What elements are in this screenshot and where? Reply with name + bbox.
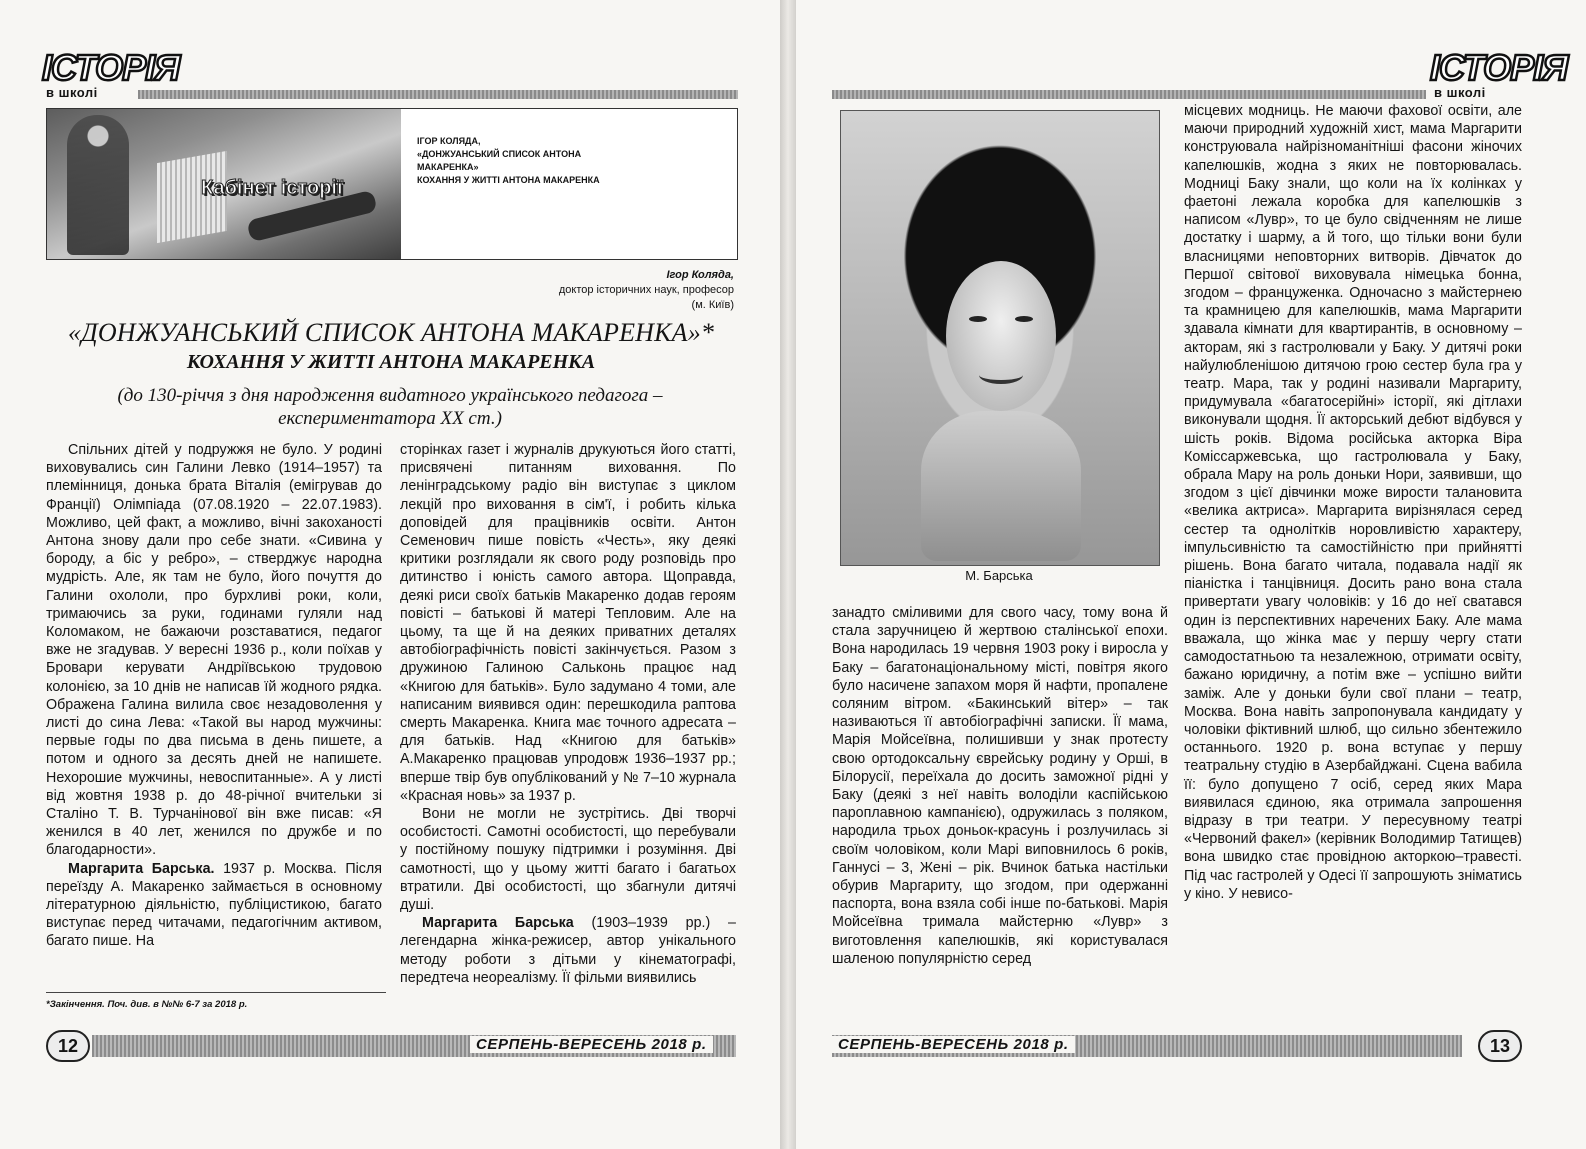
author-position: доктор історичних наук, професор: [558, 284, 734, 296]
page-number: 13: [1478, 1030, 1522, 1062]
top-rule: [138, 90, 738, 99]
page-number: 12: [46, 1030, 90, 1062]
paragraph: Спільних дітей у подружжя не було. У родині виховувались син Галини Левко (1914–1957) та племінниця, донька брата Віталія (емігрував до Франції) Олімпіада (07.08.1920 – 22.07.1983). Можливо, цей факт, а можливо, вічні закоханості Антона знову дали про себе знати. «Сивина у бороду, а біс у ребро», – стверджує народна мудрість. Але, як там не було, його почуття до Галини охололи, про бурхливі роки, коли, тримаючись за руки, годинами гуляли над Коломаком, не бажаючи розставатися, педагог вже не згадував. У вересні 1936 р., коли поїхав у Бровари керувати Андріївською трудовою колонією, за 10 днів не написав їй жодного рядка. Ображена Галина вилила своє незадоволення у листі до сина Лева: «Такой вы народ мужчины: первые годы по два письма в день пишете, а потом и одного за десять дней не напишете. Нехорошие мужчины, невоспитанные». А у листі від жовтня 1938 р. до 48-річної вчительки зі Сталіно Т. В. Турчанінової він вже писав: «Я женился в 40 лет, женился по дружбе и по благодарности».: [46, 442, 382, 859]
spine-gutter: [780, 0, 796, 1149]
portrait-eye: [1015, 316, 1033, 322]
page-left: [0, 0, 780, 1149]
article-title: «ДОНЖУАНСЬКИЙ СПИСОК АНТОНА МАКАРЕНКА»*: [67, 318, 715, 347]
text-column-4: [1184, 102, 1522, 903]
paragraph-lead: Маргарита Барська.: [68, 860, 215, 877]
footer-date: СЕРПЕНЬ-ВЕРЕСЕНЬ 2018 р.: [832, 1036, 1075, 1053]
paragraph: місцевих модниць. Не маючи фахової освіти, але маючи природний художній хист, мама Маргарити конструювала найрізноманітніші фасони жіночих капелюшків, жодна з яких не повторювалась. Модниці Баку знали, що коли на їх колінках у фаетоні лежала коробка для капелюшків з написом «Лувр», то це було свідченням не лише достатку і шарму, а й того, що тільки вони були власницями неповторних витворів. Дівчаток до Першої світової виховувала німецька бонна, згодом – француженка. Одночасно з майстернею та крамницею для капелюшків, мама Маргарити здавала кімнати для квартирантів, в основному – акторам, які з гастролювали у Баку. У дитячі роки найулюбленішою дитячою грою сестер була гра у театр. Мара, так у родині називали Маргариту, придумувала «багатосерійні» історії, які дітлахи виконували щодня. Її акторський дебют відбувся у шість років. Відома російська акторка Віра Коміссаржевська, що гастролювала у Баку, обрала Мару на роль доньки Нори, заявивши, що згодом з цієї дівчинки може вирости талановита «велика актриса». Маргарита вирізнялася серед сестер та однолітків норовливістю характеру, імпульсивністю та самостійністю при прийнятті рішень. Вона багато читала, подавала надії як піаністка і танцівниця. Досить рано вона стала привертати увагу чоловіків: у 16 до неї сватався один із перспективних наречених Баку. Але мама вважала, що жінка має у першу чергу стати самодостатньою та незалежною, отримати освіту, бажано юридичну, а потім вже – успішно вийти заміж. Але у доньки були свої плани – театр, Москва. Вона навіть запропонувала кандидату у чоловіки фіктивний шлюб, що сильно збентежило останнього. 1920 р. вона вступає у першу театральну студію в Азербайджані. Сцена вабила її: було допущено 7 осіб, серед яких Мара виявилася єдиною, яка отримала запрошення відразу в три театри. У пересувному театрі «Червоний факел» (керівник Володимир Татищев) вона швидко стає провідною акторкою–травесті. Під час гастролей у Одесі її запрошують зніматись у кіно. У невисо-: [1184, 103, 1522, 902]
paragraph-text: 1937 р. Москва. Після переїзду А. Макаренко займається в основному літературною діяльністю, публіцистикою, багато виступає перед читачами, педагогічним активом, багато пише. На: [46, 860, 382, 950]
header-box: [46, 108, 738, 260]
text-column-3: [832, 604, 1168, 968]
top-rule: [832, 90, 1426, 99]
portrait-smile: [979, 366, 1023, 384]
photo-caption: М. Барська: [965, 568, 1033, 583]
author-city: (м. Київ): [691, 299, 734, 311]
logo-subtitle: в школі: [1434, 85, 1486, 100]
article-subtitle: КОХАННЯ У ЖИТТІ АНТОНА МАКАРЕНКА: [186, 351, 596, 373]
paragraph: Вони не могли не зустрітись. Дві творчі особистості. Самотні особистості, що перебували у постійному пошуку підтримки і розуміння. Дві самотності, що у цьому житті багато і багатьох втратили. Дві особистості, що збагнули дитячі душі.: [400, 806, 736, 914]
logo-subtitle: в школі: [46, 85, 98, 100]
text-column-1: [46, 441, 382, 951]
text-column-2: [400, 441, 736, 987]
footer-date: СЕРПЕНЬ-ВЕРЕСЕНЬ 2018 р.: [470, 1036, 713, 1053]
paragraph: [400, 914, 736, 987]
portrait-photo: [840, 110, 1160, 566]
paragraph: сторінках газет і журналів друкуються його статті, присвячені питанням виховання. По ленінградському радіо він виступає з циклом лекцій про виховання в сім'ї, і робить кілька доповідей для працівників освіти. Антон Семенович пише повість «Честь», яку деякі критики розглядали як свого роду розповідь про дитинство і юність самого автора. Щоправда, деякі риси своїх батьків Макаренко додав героям повісті – батькові й матері Тепловим. Але на цьому, та ще й на деяких приватних деталях автобіографічність повісті закінчується. Разом з дружиною Галиною Сальконь працює над «Книгою для батьків». Було задумано 4 томи, але написаним виявився один: перешкодила раптова смерть Макаренка. Книга має точного адресата – для батьків. Над «Книгою для батьків» А.Макаренко працював упродовж 1936–1937 рр.; вперше твір був опублікований у № 7–10 журнала «Красная новь» за 1937 р.: [400, 442, 736, 804]
author-name: Ігор Коляда,: [666, 269, 734, 281]
header-info-author: ІГОР КОЛЯДА,: [417, 136, 481, 146]
header-info-title: «ДОНЖУАНСЬКИЙ СПИСОК АНТОНА МАКАРЕНКА»: [417, 149, 582, 172]
section-title: Кабінет історії: [201, 177, 343, 199]
paragraph: [46, 860, 382, 951]
portrait-eye: [969, 316, 987, 322]
paragraph: занадто сміливими для свого часу, тому вона й стала заручницею й жертвою сталінської епохи. Вона народилась 19 червня 1903 року і виросла у Баку – багатонаціональному місті, повітря якого було насичене запахом моря й нафти, пропалене соляним вітром. «Бакинський вітер» – так називаються її автобіографічні записки. Її мама, Марія Мойсеївна, полишивши у знак протесту свою ортодоксальну єврейську родину у Орші, в Білорусії, переїхала до досить заможної рідні у Баку (деякі з неї навіть володіли каспійською пароплавною кампанією), одружилась з поляком, народила трьох доньок-красунь і розлучилась зі своїм чоловіком, коли Марі виповнилось 6 років, Ганнусі – 3, Жені – рік. Вчинок батька настільки обурив Маргариту, що згодом, при одержанні паспорта, вона взяла собі інше по-батькові. Марія Мойсеївна тримала майстерню «Лувр» з виготовлення капелюшків, які користувалася шаленою популярністю серед: [832, 605, 1168, 967]
portrait-hands: [921, 411, 1081, 561]
portrait-face: [946, 261, 1056, 411]
author-block: [559, 268, 734, 313]
magazine-logo-right: [1430, 47, 1568, 106]
paragraph-text: (1903–1939 рр.) – легендарна жінка-режисер, автор унікального методу роботи з дітьми у кінематографі, передтеча неореалізму. Її фільми виявились: [400, 915, 737, 986]
footnote: *Закінчення. Поч. див. в №№ 6-7 за 2018 р.: [46, 992, 386, 1010]
header-illustration: [47, 109, 401, 259]
header-info: [417, 135, 727, 187]
logo-title: ІСТОРІЯ: [1430, 47, 1568, 88]
article-dedication: (до 130-річчя з дня народження видатного українського педагога – експериментатора ХХ ст.): [117, 385, 663, 429]
paragraph-lead: Маргарита Барська: [422, 915, 574, 932]
themis-figure-icon: [67, 115, 129, 255]
magazine-logo: [42, 47, 180, 106]
header-info-subtitle: КОХАННЯ У ЖИТТІ АНТОНА МАКАРЕНКА: [417, 175, 600, 185]
logo-title: ІСТОРІЯ: [42, 47, 180, 88]
